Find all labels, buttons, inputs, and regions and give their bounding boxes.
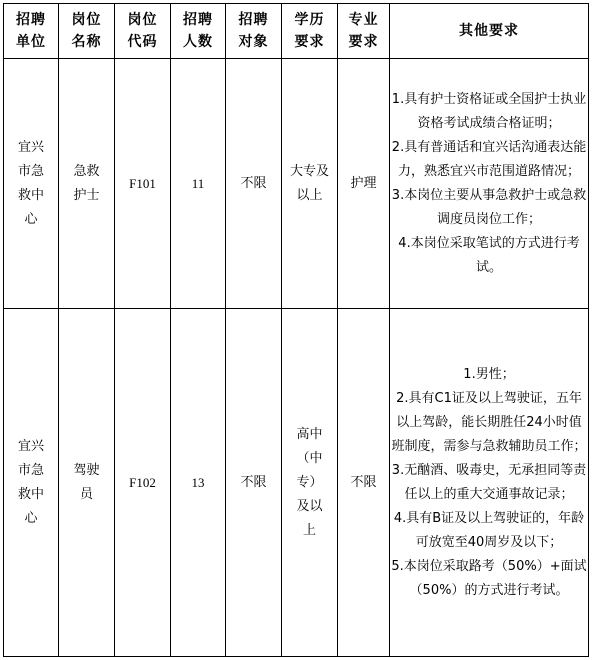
header-major: 专业 要求 <box>338 4 390 59</box>
cell-unit: 宜兴市急救中心 <box>4 59 59 309</box>
table-row <box>4 309 589 657</box>
requirement-item: 3.无酗酒、吸毒史，无承担同等责任以上的重大交通事故记录； <box>391 462 587 502</box>
cell-education: 大专及以上 <box>282 59 338 309</box>
table-row <box>4 59 589 309</box>
requirement-item: 2.具有普通话和宜兴话沟通表达能力，熟悉宜兴市范围道路情况； <box>391 139 587 179</box>
requirement-item: 5.本岗位采取路考（50%）+面试（50%）的方式进行考试。 <box>391 558 587 598</box>
requirement-item: 2.具有C1证及以上驾驶证，五年以上驾龄，能长期胜任24小时值班制度，需参与急救辅助员工作； <box>391 390 587 454</box>
requirement-item: 1.男性； <box>463 366 515 382</box>
header-row <box>4 4 589 59</box>
header-position: 岗位 名称 <box>59 4 115 59</box>
cell-code: F102 <box>115 309 171 657</box>
cell-count: 13 <box>171 309 226 657</box>
cell-major: 不限 <box>338 309 390 657</box>
cell-major: 护理 <box>338 59 390 309</box>
header-unit: 招聘 单位 <box>4 4 59 59</box>
header-code: 岗位 代码 <box>115 4 171 59</box>
cell-position: 急救护士 <box>59 59 115 309</box>
header-target: 招聘 对象 <box>226 4 282 59</box>
requirement-item: 3.本岗位主要从事急救护士或急救调度员岗位工作； <box>391 187 587 227</box>
requirement-item: 4.本岗位采取笔试的方式进行考试。 <box>398 235 580 275</box>
header-education: 学历 要求 <box>282 4 338 59</box>
cell-position: 驾驶员 <box>59 309 115 657</box>
cell-unit: 宜兴市急救中心 <box>4 309 59 657</box>
cell-requirements <box>390 59 589 309</box>
recruitment-table <box>3 3 589 657</box>
header-requirements: 其他要求 <box>390 4 589 59</box>
requirement-item: 1.具有护士资格证或全国护士执业资格考试成绩合格证明； <box>391 91 587 131</box>
cell-target: 不限 <box>226 309 282 657</box>
cell-education: 高中（中专）及以上 <box>282 309 338 657</box>
cell-requirements <box>390 309 589 657</box>
cell-count: 11 <box>171 59 226 309</box>
requirement-item: 4.具有B证及以上驾驶证的，年龄可放宽至40周岁及以下； <box>393 510 585 550</box>
cell-target: 不限 <box>226 59 282 309</box>
cell-code: F101 <box>115 59 171 309</box>
header-count: 招聘 人数 <box>171 4 226 59</box>
